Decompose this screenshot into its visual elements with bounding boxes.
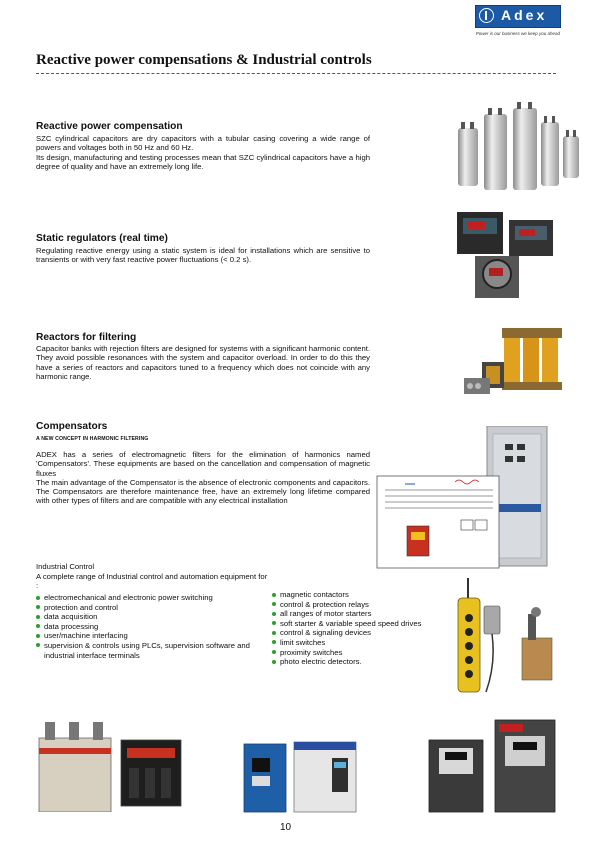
compensators-text: [36, 450, 370, 506]
static-heading: Static regulators (real time): [36, 233, 168, 244]
capacitors-image: [455, 100, 585, 195]
static-p1: Regulating reactive energy using a static system is ideal for installations which are sensitive to transients or with very fast reactive power fluctuations (< 0.2 s).: [36, 246, 370, 265]
list-item: supervision & controls using PLCs, supervision software and industrial interface terminals: [36, 641, 264, 660]
compensators-p2: The main advantage of the Compensator is the absence of electronic components and capacitors. The Compensators are therefore maintenance free, have an extremely long lifetime compared with other types of filters and are compatible with any electrical installation: [36, 477, 370, 506]
pendant-station-image: [452, 578, 562, 696]
list-item: soft starter & variable speed speed drives: [272, 619, 462, 629]
compensators-heading: Compensators: [36, 421, 108, 432]
page-number: 10: [280, 822, 292, 833]
list-item: proximity switches: [272, 648, 462, 658]
list-item: photo electric detectors.: [272, 657, 462, 667]
list-item: data processing: [36, 622, 264, 632]
industrial-intro: A complete range of Industrial control and automation equipment for :: [36, 572, 268, 591]
list-item: magnetic contactors: [272, 590, 462, 600]
compensators-p1: ADEX has a series of electromagnetic filters for the elimination of harmonics named 'Compensators'. These equipments are based on the cancellation and compensation of magnetic fluxes: [36, 450, 370, 478]
industrial-list-right: [272, 590, 462, 667]
reactive-p2: Its design, manufacturing and testing processes mean that SZC cylindrical capacitors have a high degree of quality and have an extremely long life.: [36, 152, 370, 171]
reactive-p1: SZC cylindrical capacitors are dry capacitors with a tubular casing covering a wide range of powers and voltages both in 50 Hz and 60 Hz.: [36, 134, 370, 153]
list-item: user/machine interfacing: [36, 631, 264, 641]
reactors-heading: Reactors for filtering: [36, 332, 137, 343]
contactors-image: [35, 720, 195, 812]
compensators-subheading: A NEW CONCEPT IN HARMONIC FILTERING: [36, 436, 149, 442]
reactors-p1: Capacitor banks with rejection filters are designed for systems with a significant harmonic content. They avoid possible resonances with the system and capacitor overload. In order to do this they have a series of reactors and capacitors tuned to a frequency which does not coincide with any harmonic range.: [36, 344, 370, 381]
list-item: limit switches: [272, 638, 462, 648]
tagline: Power is our business we keep you ahead: [475, 31, 560, 36]
static-regulators-image: [455, 210, 555, 300]
industrial-heading: Industrial Control: [36, 562, 95, 571]
adex-logo: [475, 5, 561, 28]
list-item: all ranges of motor starters: [272, 609, 462, 619]
compensator-cabinet-image: [375, 426, 550, 571]
frequency-inverters-image: [425, 718, 560, 814]
reactive-heading: Reactive power compensation: [36, 121, 183, 132]
list-item: data acquisition: [36, 612, 264, 622]
list-item: electromechanical and electronic power switching: [36, 593, 264, 603]
list-item: protection and control: [36, 603, 264, 613]
title-divider: [36, 73, 556, 74]
adex-logo-mark-icon: [479, 8, 494, 23]
list-item: control & protection relays: [272, 600, 462, 610]
reactive-text: [36, 134, 370, 171]
reactors-image: [462, 320, 572, 400]
industrial-list-left: [36, 593, 264, 660]
speed-drives-image: [242, 738, 362, 814]
list-item: control & signaling devices: [272, 628, 462, 638]
page-title: Reactive power compensations & Industrial controls: [36, 52, 372, 68]
logo-text: Adex: [501, 7, 548, 23]
